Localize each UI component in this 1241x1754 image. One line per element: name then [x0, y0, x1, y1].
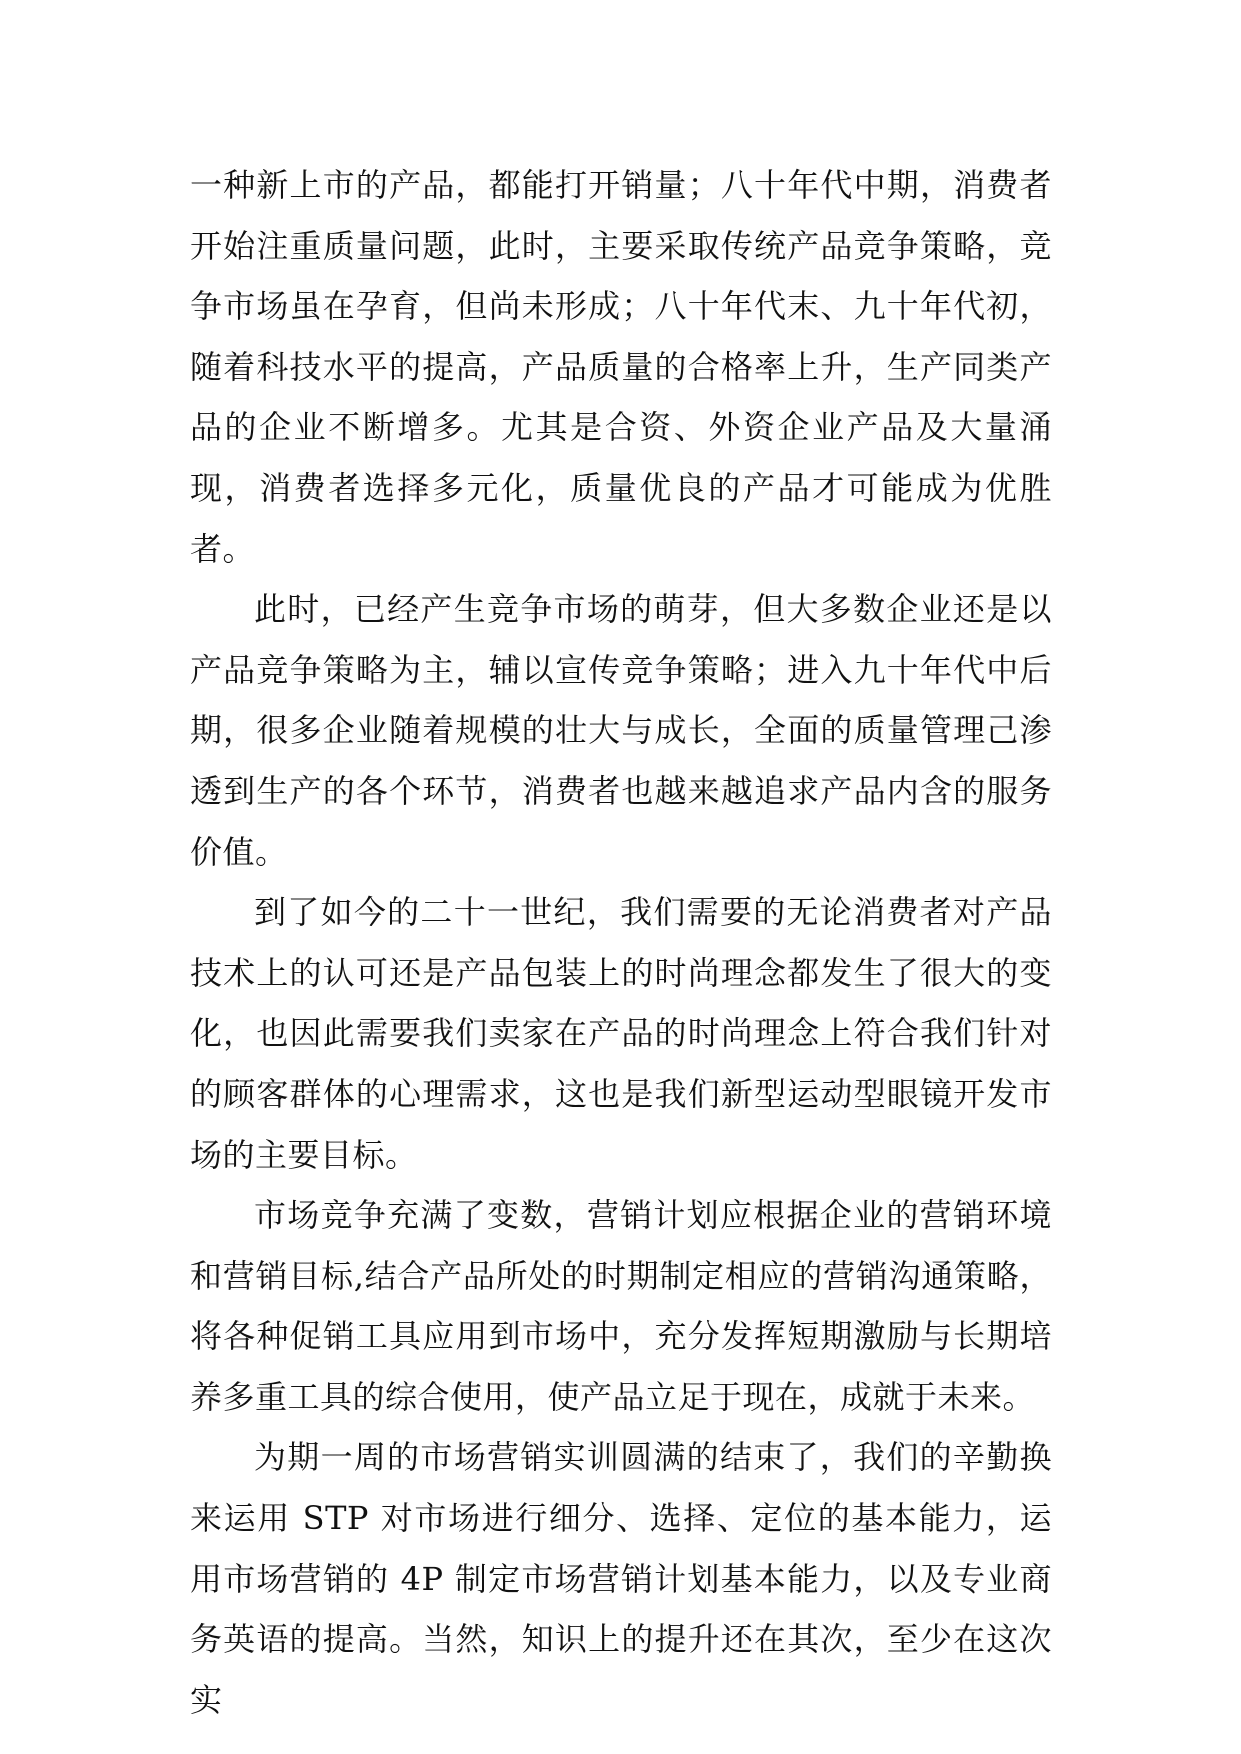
paragraph-5: 为期一周的市场营销实训圆满的结束了，我们的辛勤换来运用 STP 对市场进行细分、选择、定位的基本能力，运用市场营销的 4P 制定市场营销计划基本能力，以及专业商务英语的提高。当然，知识上的提升还在其次，至少在这次实: [190, 1438, 1052, 1719]
document-body: [190, 155, 1052, 1730]
paragraph-3: 到了如今的二十一世纪，我们需要的无论消费者对产品技术上的认可还是产品包装上的时尚理念都发生了很大的变化，也因此需要我们卖家在产品的时尚理念上符合我们针对的顾客群体的心理需求，这也是我们新型运动型眼镜开发市场的主要目标。: [190, 893, 1052, 1174]
paragraph-1: 一种新上市的产品，都能打开销量；八十年代中期，消费者开始注重质量问题，此时，主要采取传统产品竞争策略，竞争市场虽在孕育，但尚未形成；八十年代末、九十年代初，随着科技水平的提高，产品质量的合格率上升，生产同类产品的企业不断增多。尤其是合资、外资企业产品及大量涌现，消费者选择多元化，质量优良的产品才可能成为优胜者。: [190, 166, 1052, 568]
paragraph-2: 此时，已经产生竞争市场的萌芽，但大多数企业还是以产品竞争策略为主，辅以宣传竞争策略；进入九十年代中后期，很多企业随着规模的壮大与成长，全面的质量管理己渗透到生产的各个环节，消费者也越来越追求产品内含的服务价值。: [190, 590, 1052, 871]
paragraph-4: 市场竞争充满了变数，营销计划应根据企业的营销环境和营销目标,结合产品所处的时期制定相应的营销沟通策略，将各种促销工具应用到市场中，充分发挥短期激励与长期培养多重工具的综合使用，使产品立足于现在，成就于未来。: [190, 1196, 1052, 1416]
